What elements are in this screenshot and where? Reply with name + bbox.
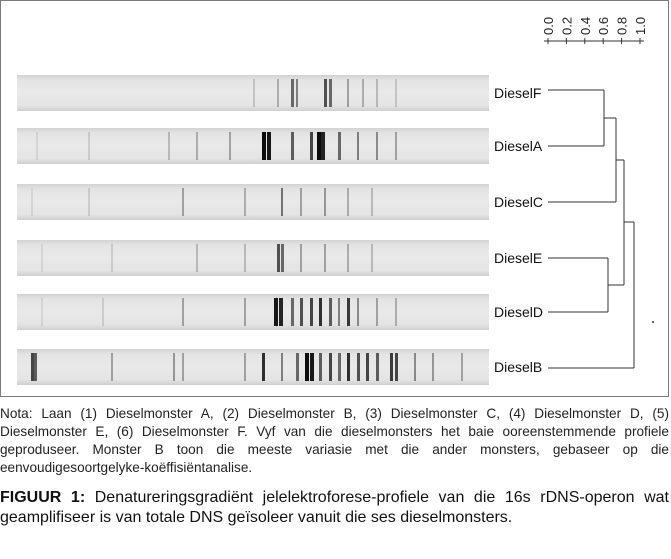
scale-tick-label: 1.0: [633, 16, 648, 35]
lane-label-diesela: DieselA: [494, 138, 543, 154]
figure-note: Nota: Laan (1) Dieselmonster A, (2) Dieselmonster B, (3) Dieselmonster C, (4) Dieselmonster D, (5) Dieselmonster E, (6) Dieselmonster F. Vyf van die dieselmonsters het baie ooreenstemmende profiele geproduseer. Monster B toon die meeste variasie met die ander monsters, gebaseer op die eenvoudigesoortgelyke-koëffisiëntanalise.: [0, 406, 669, 475]
scale-tick-label: 0.4: [577, 16, 593, 35]
scale-tick-label: 0.6: [596, 16, 612, 35]
figure-caption-label: FIGUUR 1:: [0, 489, 86, 506]
stray-mark: [652, 321, 654, 323]
figure-caption: [0, 488, 669, 528]
lane-label-dieselb: DieselB: [494, 359, 543, 375]
lane-label-dieself: DieselF: [494, 85, 542, 101]
lane-label-diesele: DieselE: [494, 250, 543, 266]
figure-caption-text: Denatureringsgradiënt jelelektroforese-profiele van die 16s rDNS-operon wat geamplifiseer is van totale DNS geïsoleer vanuit die ses dieselmonsters.: [0, 489, 670, 526]
lane-label-dieseld: DieselD: [494, 304, 544, 320]
scale-tick-label: 0.0: [541, 16, 556, 35]
scale-tick-label: 0.8: [614, 16, 630, 35]
caption-area: [0, 405, 669, 528]
scale-tick-label: 0.2: [559, 16, 575, 35]
lane-label-dieselc: DieselC: [494, 194, 544, 210]
